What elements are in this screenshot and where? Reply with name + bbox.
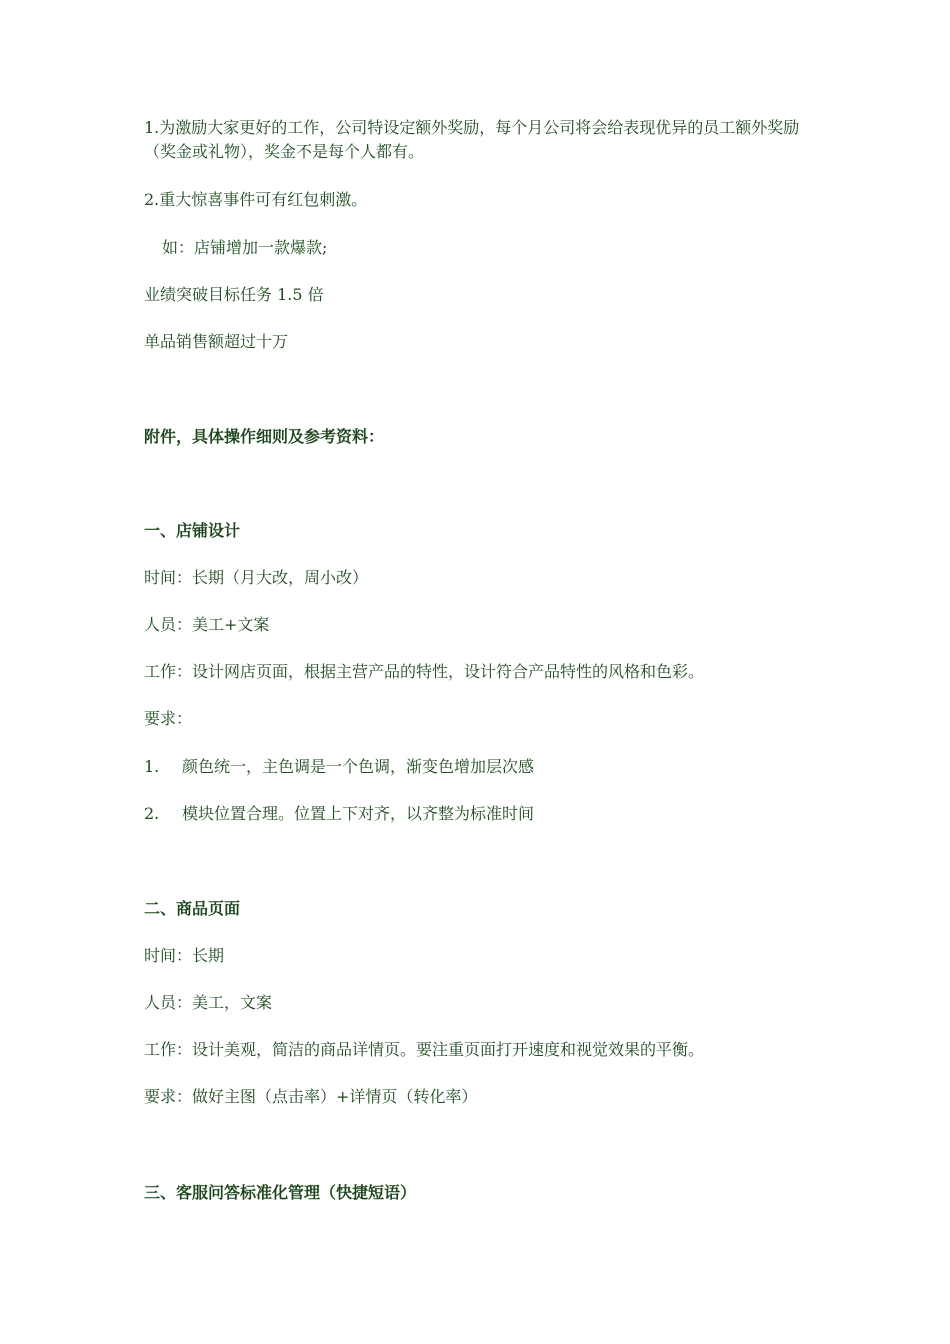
section-1-requirement-item: [144, 802, 534, 826]
section-1-requirement-item: [144, 755, 534, 779]
list-item-text: 颜色统一，主色调是一个色调，渐变色增加层次感: [182, 757, 535, 776]
section-1-heading: 一、店铺设计: [144, 521, 241, 540]
section-2-time: 时间：长期: [144, 946, 225, 965]
intro-condition-1: 业绩突破目标任务 1.5 倍: [144, 285, 324, 304]
section-2-heading: 二、商品页面: [144, 899, 241, 918]
intro-example: 如：店铺增加一款爆款;: [162, 238, 328, 257]
intro-paragraph-1: 1.为激励大家更好的工作，公司特设定额外奖励，每个月公司将会给表现优异的员工额外奖励（奖金或礼物），奖金不是每个人都有。: [144, 118, 800, 161]
section-1-requirement-label: 要求：: [144, 709, 193, 728]
section-1-staff: 人员：美工+文案: [144, 615, 270, 634]
section-2-work: 工作：设计美观，简洁的商品详情页。要注重页面打开速度和视觉效果的平衡。: [144, 1040, 705, 1059]
section-1-work: 工作：设计网店页面，根据主营产品的特性，设计符合产品特性的风格和色彩。: [144, 662, 705, 681]
section-2-requirement: 要求：做好主图（点击率）+详情页（转化率）: [144, 1087, 478, 1106]
section-3-heading: 三、客服问答标准化管理（快捷短语）: [144, 1183, 417, 1202]
appendix-heading: 附件，具体操作细则及参考资料：: [144, 427, 385, 446]
list-item-text: 模块位置合理。位置上下对齐，以齐整为标准时间: [182, 804, 535, 823]
list-number: 1.: [144, 757, 160, 776]
list-number: 2.: [144, 804, 160, 823]
intro-condition-2: 单品销售额超过十万: [144, 332, 289, 351]
intro-paragraph-2: 2.重大惊喜事件可有红包刺激。: [144, 190, 368, 209]
section-1-time: 时间：长期（月大改，周小改）: [144, 568, 369, 587]
section-2-staff: 人员：美工，文案: [144, 993, 273, 1012]
